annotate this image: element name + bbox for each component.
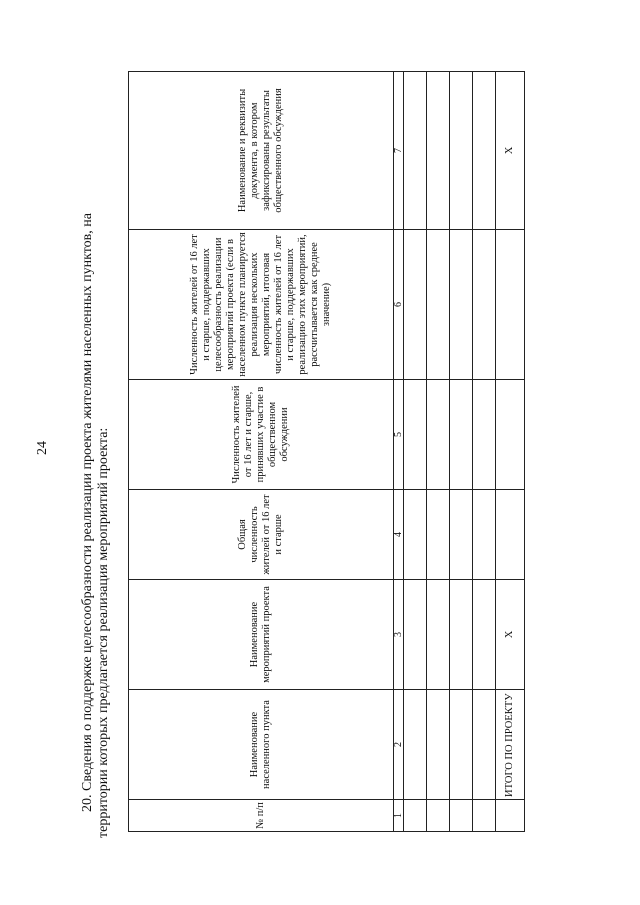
table-cell [450,490,473,580]
table-cell [450,690,473,800]
table-cell [450,72,473,230]
header-participants: Численность жителей от 16 лет и старше, принявших участие в общественном обсуждении [129,380,394,490]
table-cell [473,380,496,490]
table-row [473,72,496,832]
table-cell [473,580,496,690]
header-number: № п/п [129,800,394,832]
table-cell [473,230,496,380]
table-cell [427,580,450,690]
column-number: 5 [394,380,404,490]
column-number: 6 [394,230,404,380]
table-cell [404,72,427,230]
table-cell [450,230,473,380]
table-row [427,72,450,832]
table-cell [427,72,450,230]
table-cell [404,580,427,690]
table-cell [496,800,525,832]
table-cell [427,800,450,832]
table-cell [450,380,473,490]
table-cell [404,690,427,800]
table-cell [404,800,427,832]
table-cell [404,490,427,580]
total-row [496,72,525,832]
total-label: ИТОГО ПО ПРОЕКТУ [496,690,525,800]
table-cell [450,800,473,832]
table-cell [404,230,427,380]
table-row [450,72,473,832]
rotated-content [80,72,560,838]
table-cell [427,380,450,490]
column-number: 4 [394,490,404,580]
table-cell [473,490,496,580]
table-cell [496,230,525,380]
table-cell [473,690,496,800]
table-cell [473,800,496,832]
total-activities-cell: Х [496,580,525,690]
column-number: 3 [394,580,404,690]
support-table [128,71,525,832]
table-cell [404,380,427,490]
header-total-population: Общая численность жителей от 16 лет и старше [129,490,394,580]
total-document-cell: Х [496,72,525,230]
column-number: 7 [394,72,404,230]
section-title [80,72,128,838]
table-cell [496,490,525,580]
table-cell [473,72,496,230]
header-row [129,72,394,832]
table-row [404,72,427,832]
table-cell [427,230,450,380]
column-number: 1 [394,800,404,832]
table-cell [427,490,450,580]
title-line-1: 20. Сведения о поддержке целесообразности реализации проекта жителями населенных пунктов, на [80,213,95,812]
column-number-row [394,72,404,832]
header-document: Наименование и реквизиты документа, в котором зафиксированы результаты общественного обсуждения [129,72,394,230]
title-line-2: территории которых предлагается реализация мероприятий проекта: [96,427,111,838]
header-activities: Наименование мероприятий проекта [129,580,394,690]
table-cell [427,690,450,800]
table-cell [496,380,525,490]
column-number: 2 [394,690,404,800]
header-supporters: Численность жителей от 16 лет и старше, поддержавших целесообразность реализации мероприятий проекта (если в населенном пункте планируется реализация нескольких мероприятий, итоговая численность жителей от 16 лет и старше, поддержавших реализацию этих мероприятий, рассчитывается как среднее значение) [129,230,394,380]
table-cell [450,580,473,690]
header-settlement: Наименование населенного пункта [129,690,394,800]
page-number: 24 [35,441,50,455]
